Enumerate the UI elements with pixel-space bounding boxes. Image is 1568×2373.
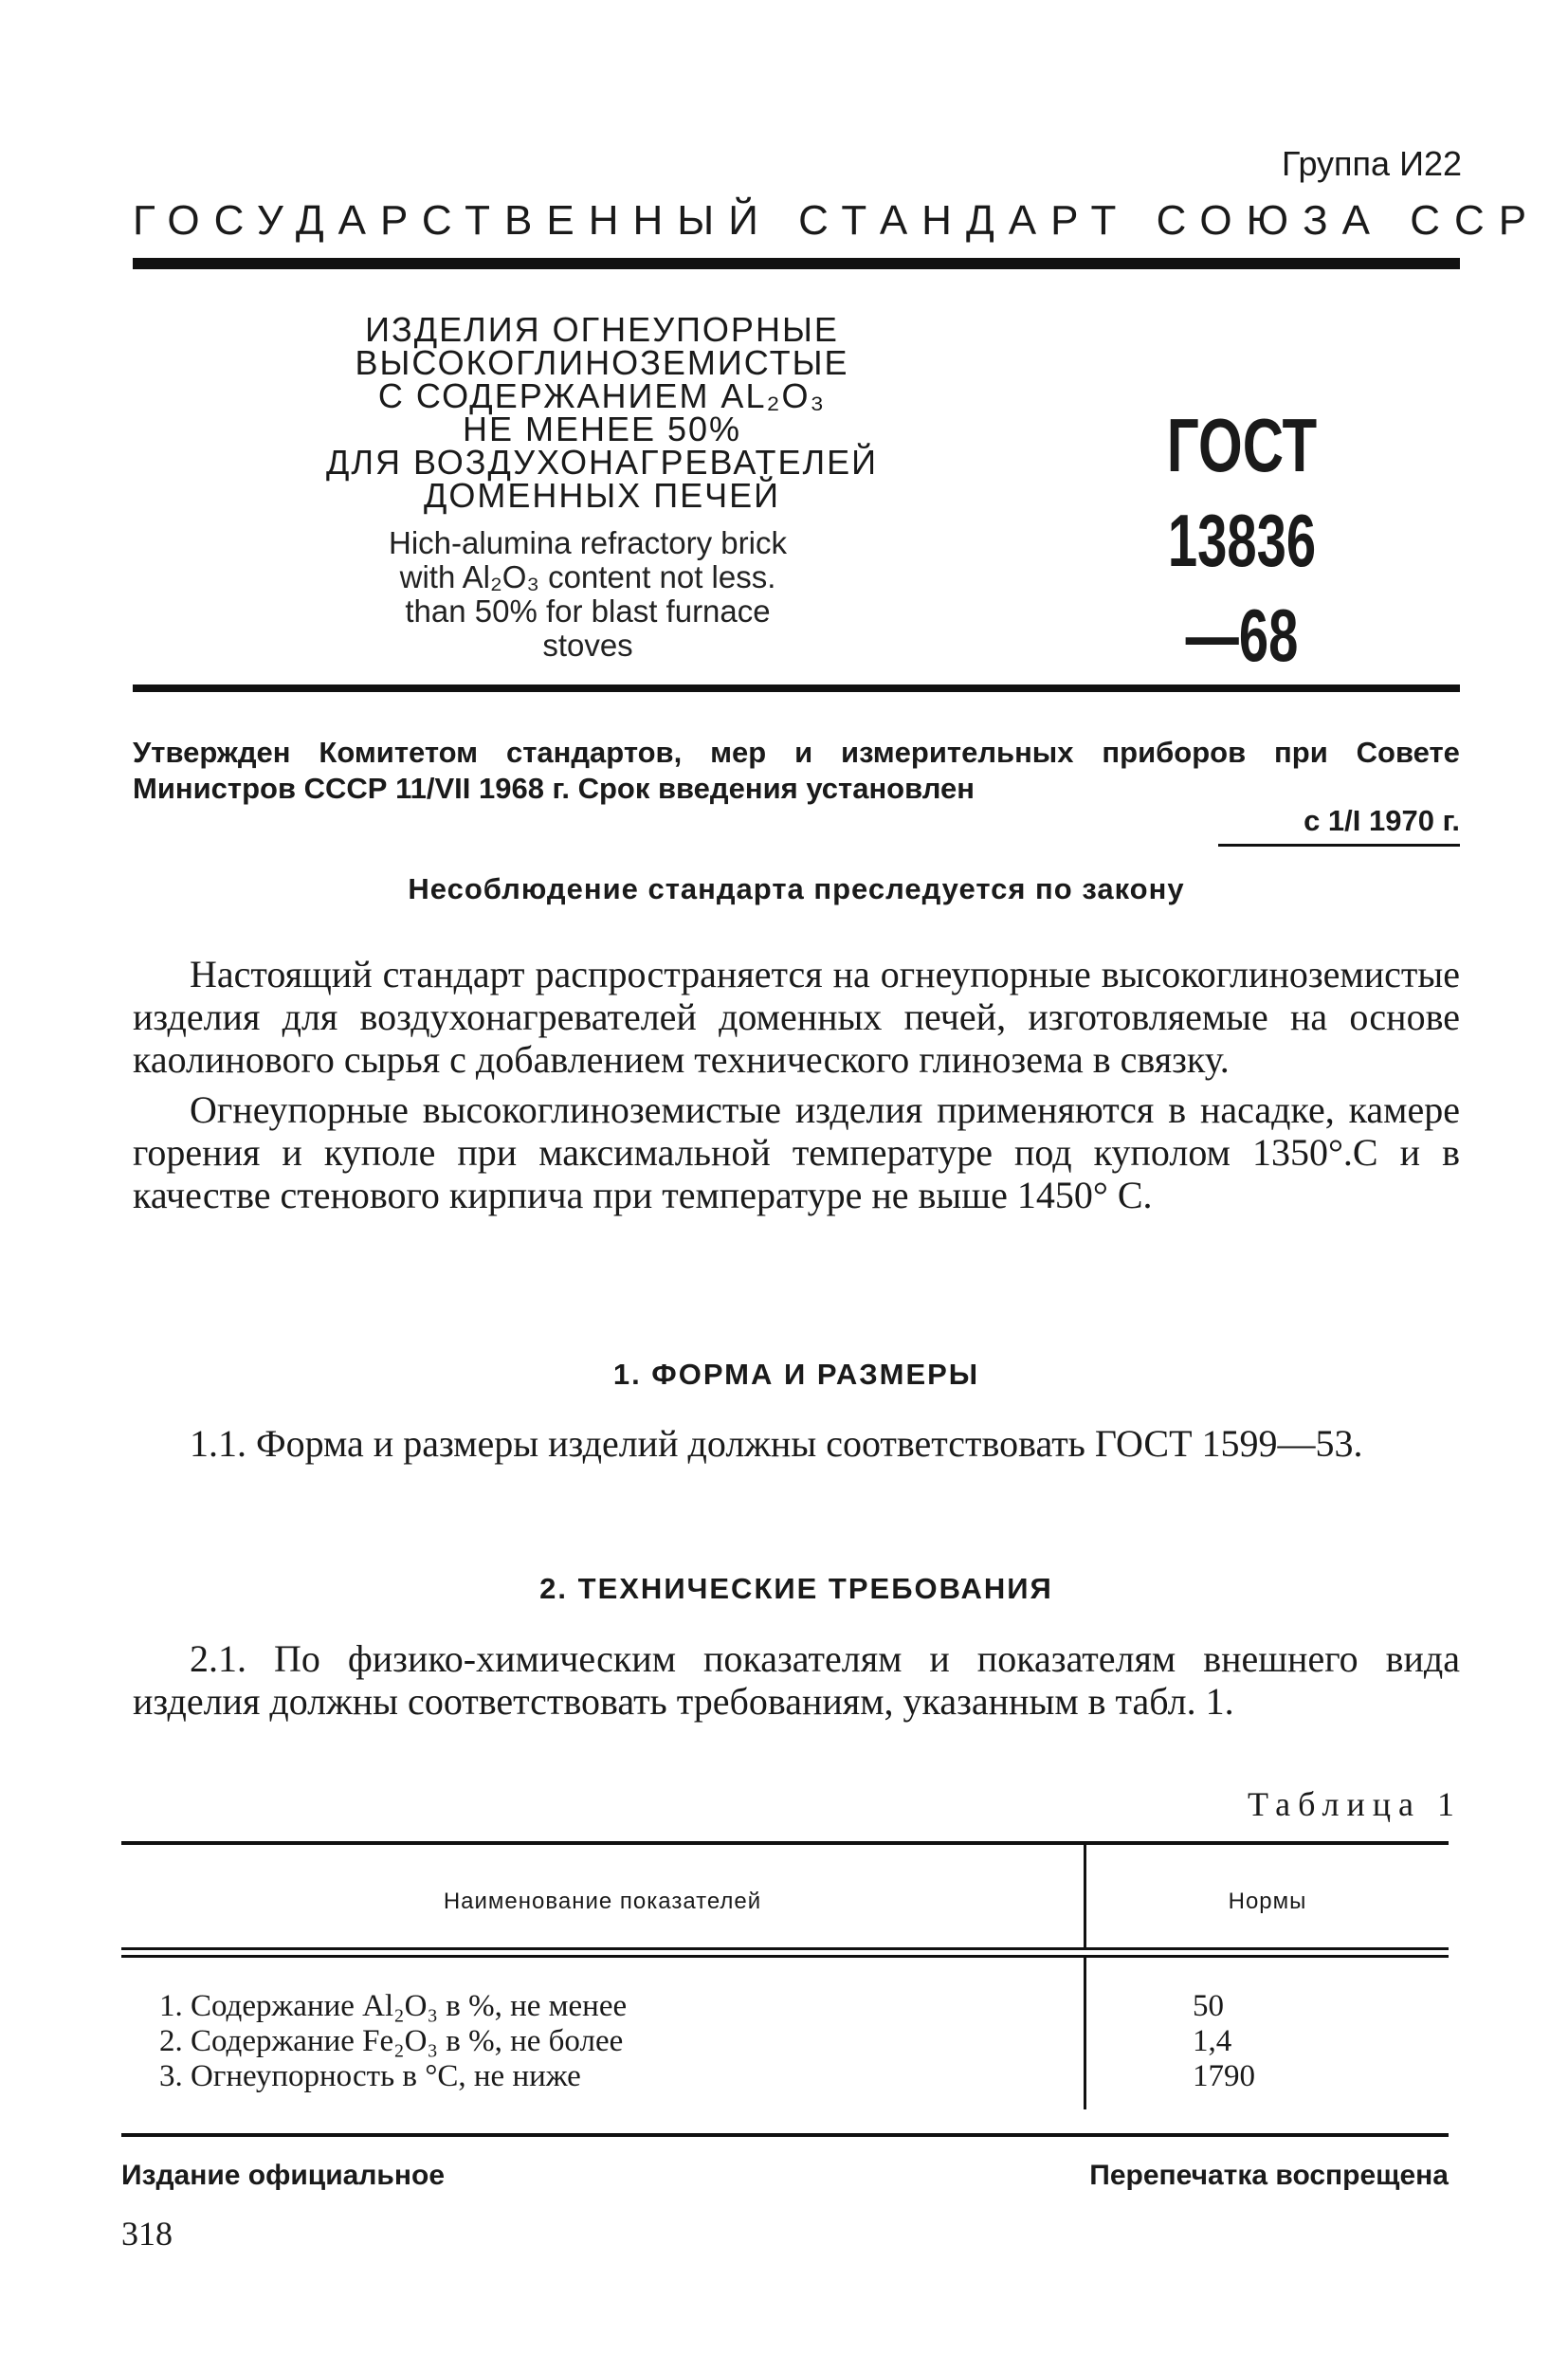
approval-word: измерительных <box>841 736 1074 769</box>
table-rows <box>159 1989 627 2094</box>
approval-word: Совете <box>1356 736 1460 769</box>
english-title-line: Hich-alumina refractory brick <box>389 525 787 560</box>
paragraph: 1.1. Форма и размеры изделий должны соответствовать ГОСТ 1599—53. <box>190 1422 1363 1465</box>
table-row-value: 1790 <box>1193 2059 1255 2093</box>
gost-number: 13836—68 <box>1167 499 1317 677</box>
table-header-norm: Нормы <box>1228 1889 1307 1914</box>
table-row-label: 2. Содержание Fe₂O₃ в %, не более <box>159 2024 624 2058</box>
title-line: С СОДЕРЖАНИЕМ AL₂O₃ <box>377 376 827 415</box>
approval-word: и <box>794 736 813 769</box>
approval-word: стандартов, <box>505 736 683 769</box>
title-bottom-rule <box>133 685 1460 692</box>
intro-text <box>133 953 1460 1216</box>
section-heading: 1. ФОРМА И РАЗМЕРЫ <box>612 1358 980 1391</box>
approval-line-1 <box>133 735 1460 771</box>
approval-word: Утвержден <box>133 736 291 769</box>
title-line: ДЛЯ ВОЗДУХОНАГРЕВАТЕЛЕЙ <box>325 443 879 482</box>
table-header-name: Наименование показателей <box>443 1889 762 1914</box>
title-line: ВЫСОКОГЛИНОЗЕМИСТЫЕ <box>355 343 849 382</box>
table-bottom-rule <box>121 2133 1449 2137</box>
section-heading: 2. ТЕХНИЧЕСКИЕ ТРЕБОВАНИЯ <box>539 1572 1053 1605</box>
footer <box>121 2160 1449 2192</box>
document-title <box>284 310 920 515</box>
table-column-divider <box>1084 1958 1086 2109</box>
approval-line-2: Министров СССР 11/VII 1968 г. Срок введения установлен <box>133 772 975 805</box>
group-code: Группа И22 <box>1281 144 1462 183</box>
english-title-line: stoves <box>542 628 633 663</box>
title-line: ИЗДЕЛИЯ ОГНЕУПОРНЫЕ <box>365 310 839 349</box>
table-header-rule <box>121 1947 1449 1950</box>
section1-text <box>133 1422 1460 1465</box>
english-title-line: with Al₂O₃ content not less. <box>399 559 776 594</box>
table-top-rule <box>121 1841 1449 1845</box>
approval-word: Комитетом <box>319 736 479 769</box>
paragraph: 2.1. По физико-химическим показателям и показателям внешнего вида изделия должны соответствовать требованиям, указанным в табл. 1. <box>133 1637 1460 1723</box>
approval-word: приборов <box>1102 736 1247 769</box>
approval-word: при <box>1274 736 1328 769</box>
effective-date: с 1/I 1970 г. <box>1218 804 1460 847</box>
table-row-value: 1,4 <box>1193 2024 1232 2058</box>
paragraph: Огнеупорные высокоглиноземистые изделия применяются в насадке, камере горения и куполе при максимальной температуре под куполом 1350°.С и в качестве стенового кирпича при температуре не выше 1450° С. <box>133 1088 1460 1216</box>
state-standard-header: ГОСУДАРСТВЕННЫЙ СТАНДАРТ СОЮЗА ССР <box>133 197 1541 244</box>
table-row-label: 3. Огнеупорность в °С, не ниже <box>159 2059 581 2093</box>
header-rule <box>133 258 1460 269</box>
table-row-value: 50 <box>1193 1989 1224 2023</box>
english-title <box>341 526 834 663</box>
page-number: 318 <box>121 2215 173 2253</box>
paragraph: Настоящий стандарт распространяется на огнеупорные высокоглиноземистые изделия для воздухонагревателей доменных печей, изготовляемые на основе каолинового сырья с добавлением технического глинозема в связку. <box>133 953 1460 1081</box>
approval-statement <box>133 735 1460 807</box>
table-row-label: 1. Содержание Al₂O₃ в %, не менее <box>159 1989 628 2023</box>
table-values <box>1193 1989 1255 2094</box>
title-line: ДОМЕННЫХ ПЕЧЕЙ <box>423 476 781 515</box>
gost-designation <box>1119 398 1365 683</box>
reprint-prohibited-note: Перепечатка воспрещена <box>1089 2160 1449 2191</box>
gost-label: ГОСТ <box>1166 403 1318 487</box>
section2-text <box>133 1637 1460 1723</box>
table-caption: Таблица 1 <box>1248 1785 1462 1823</box>
table-header-rule-double <box>121 1955 1449 1958</box>
title-line: НЕ МЕНЕЕ 50% <box>462 410 742 448</box>
approval-word: мер <box>710 736 767 769</box>
law-notice: Несоблюдение стандарта преследуется по закону <box>408 872 1185 905</box>
english-title-line: than 50% for blast furnace <box>405 593 771 629</box>
official-edition-note: Издание официальное <box>121 2160 446 2191</box>
